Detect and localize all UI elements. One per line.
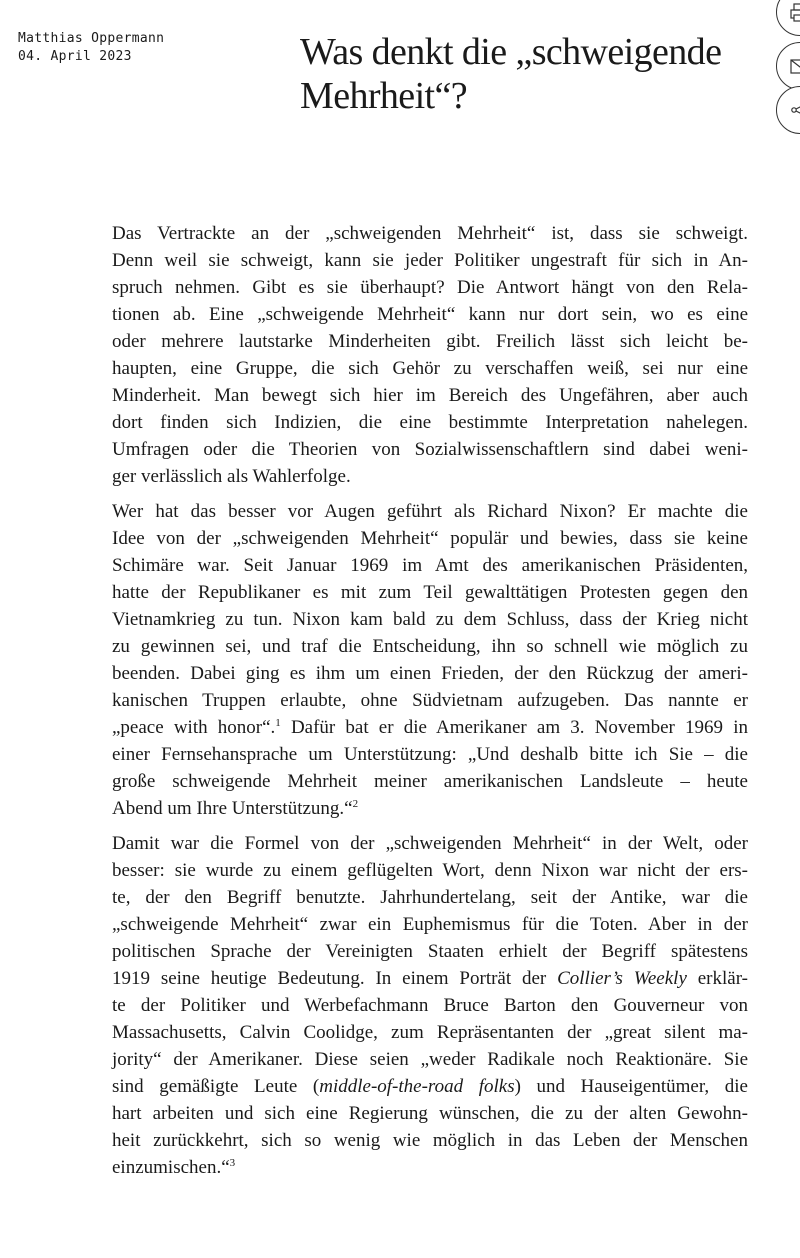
article-meta (18, 30, 164, 66)
footnote-marker[interactable]: 3 (229, 1157, 236, 1169)
italic-title: middle-of-the-road folks (319, 1076, 515, 1097)
line-text: beenden. Dabei ging es ihm um einen Frieden, der den Rückzug der ameri- (112, 663, 748, 684)
mail-icon (789, 55, 800, 77)
text-line (112, 633, 748, 660)
text-line (112, 498, 748, 525)
text-line (112, 884, 748, 911)
line-text: kanischen Truppen erlaubte, ohne Südvietnam aufzugeben. Das nannte er (112, 690, 748, 711)
text-line (112, 1019, 748, 1046)
text-line (112, 301, 748, 328)
text-line (112, 355, 748, 382)
text-line (112, 768, 748, 795)
text-line (112, 436, 748, 463)
text-line (112, 795, 748, 822)
italic-title: Collier’s Weekly (557, 968, 687, 989)
text-line (112, 741, 748, 768)
text-line (112, 938, 748, 965)
line-text: jority“ der Amerikaner. Diese seien „weder Radikale noch Reaktionäre. Sie (112, 1049, 748, 1070)
line-text-continued: Dafür bat er die Amerikaner am 3. November 1969 in (280, 717, 748, 738)
line-text: politischen Sprache der Vereinigten Staaten erhielt der Begriff spätestens (112, 941, 748, 962)
mail-button[interactable] (776, 42, 800, 90)
text-line (112, 328, 748, 355)
text-line (112, 660, 748, 687)
text-line (112, 911, 748, 938)
line-text: hatte der Republikaner es mit zum Teil gewalttätigen Protesten gegen den (112, 582, 748, 603)
line-text: te, der den Begriff benutzte. Jahrhundertelang, seit der Antike, war die (112, 887, 748, 908)
line-text: hart arbeiten und sich eine Regierung wünschen, die zu der alten Gewohn- (112, 1103, 748, 1124)
line-text: Idee von der „schweigenden Mehrheit“ populär und bewies, dass sie keine (112, 528, 748, 549)
line-text: dort finden sich Indizien, die eine bestimmte Interpretation nahelegen. (112, 412, 748, 433)
line-text: einer Fernsehansprache um Unterstützung: „Und deshalb bitte ich Sie – die (112, 744, 748, 765)
line-text: Wer hat das besser vor Augen geführt als Richard Nixon? Er machte die (112, 501, 748, 522)
text-line (112, 714, 748, 741)
line-text: heit zurückkehrt, sich so wenig wie möglich in das Leben der Menschen (112, 1130, 748, 1151)
line-text: ger verlässlich als Wahlerfolge. (112, 466, 351, 487)
article-paragraph (112, 498, 748, 822)
line-text: spruch nehmen. Gibt es sie überhaupt? Die Antwort hängt von den Rela- (112, 277, 748, 298)
line-text: Denn weil sie schweigt, kann sie jeder Politiker ungestraft für sich in An- (112, 250, 748, 271)
text-line (112, 274, 748, 301)
line-text: Schimäre war. Seit Januar 1969 im Amt des amerikanischen Präsidenten, (112, 555, 748, 576)
text-line (112, 409, 748, 436)
line-text: 1919 seine heutige Bedeutung. In einem Porträt der (112, 968, 558, 989)
line-text: Massachusetts, Calvin Coolidge, zum Repräsentanten der „great silent ma- (112, 1022, 748, 1043)
line-text: große schweigende Mehrheit meiner amerikanischen Landsleute – heute (112, 771, 748, 792)
line-text: oder mehrere lautstarke Minderheiten gibt. Freilich lässt sich leicht be- (112, 331, 748, 352)
text-line (112, 1100, 748, 1127)
text-line (112, 579, 748, 606)
publish-date: 04. April 2023 (18, 49, 132, 64)
article-paragraph (112, 830, 748, 1181)
text-line (112, 1127, 748, 1154)
line-text: tionen ab. Eine „schweigende Mehrheit“ kann nur dort sein, wo es eine (112, 304, 748, 325)
line-text: Das Vertrackte an der „schweigenden Mehrheit“ ist, dass sie schweigt. (112, 223, 748, 244)
text-line (112, 525, 748, 552)
share-icon (789, 99, 800, 121)
line-text: „peace with honor“. (112, 717, 276, 738)
line-text: einzumischen.“ (112, 1157, 230, 1178)
text-line (112, 247, 748, 274)
line-text: Umfragen oder die Theorien von Sozialwissenschaftlern sind dabei weni- (112, 439, 748, 460)
print-button[interactable] (776, 0, 800, 36)
text-line (112, 1154, 748, 1181)
share-button[interactable] (776, 86, 800, 134)
text-line (112, 830, 748, 857)
line-text: Vietnamkrieg zu tun. Nixon kam bald zu dem Schluss, dass der Krieg nicht (112, 609, 748, 630)
line-text: Damit war die Formel von der „schweigenden Mehrheit“ in der Welt, oder (112, 833, 748, 854)
line-text: Minderheit. Man bewegt sich hier im Bereich des Ungefähren, aber auch (112, 385, 748, 406)
author-name: Matthias Oppermann (18, 31, 165, 46)
line-text-continued: ) und Hauseigentümer, die (514, 1076, 748, 1097)
text-line (112, 1073, 748, 1100)
text-line (112, 382, 748, 409)
text-line (112, 1046, 748, 1073)
text-line (112, 463, 748, 490)
text-line (112, 857, 748, 884)
line-text: besser: sie wurde zu einem geflügelten Wort, denn Nixon war nicht der ers- (112, 860, 748, 881)
line-text: te der Politiker und Werbefachmann Bruce Barton den Gouverneur von (112, 995, 748, 1016)
text-line (112, 552, 748, 579)
text-line (112, 220, 748, 247)
line-text-continued: erklär- (686, 968, 748, 989)
line-text: haupten, eine Gruppe, die sich Gehör zu verschaffen weiß, sei nur eine (112, 358, 748, 379)
text-line (112, 687, 748, 714)
article-body (112, 220, 748, 1189)
line-text: sind gemäßigte Leute ( (112, 1076, 320, 1097)
footnote-marker[interactable]: 2 (352, 798, 359, 810)
line-text: „schweigende Mehrheit“ zwar ein Euphemismus für die Toten. Aber in der (112, 914, 748, 935)
page-title: Was denkt die „schweigende Mehrheit“? (300, 31, 722, 117)
footnote-marker[interactable]: 1 (275, 717, 281, 729)
text-line (112, 992, 748, 1019)
article-paragraph (112, 220, 748, 490)
text-line (112, 606, 748, 633)
line-text: Abend um Ihre Unterstützung.“ (112, 798, 353, 819)
line-text: zu gewinnen sei, und traf die Entscheidung, ihn so schnell wie möglich zu (112, 636, 748, 657)
print-icon (789, 1, 800, 23)
text-line (112, 965, 748, 992)
